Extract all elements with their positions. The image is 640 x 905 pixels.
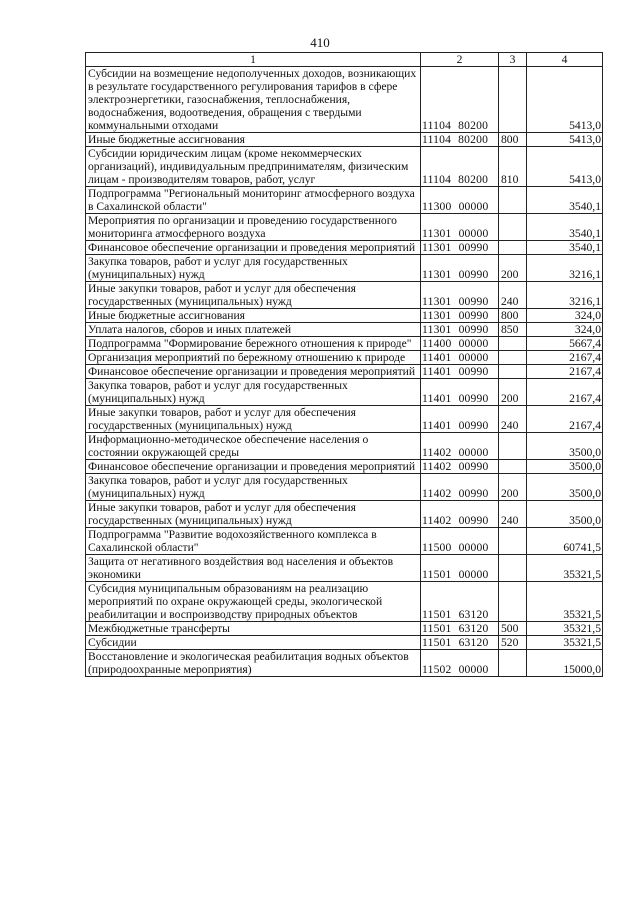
row-expense-type	[499, 582, 527, 622]
row-expense-type: 500	[499, 622, 527, 636]
row-code-program: 11104	[422, 173, 452, 186]
row-code-program: 11301	[422, 323, 452, 336]
table-row	[86, 379, 603, 406]
row-code-program: 11402	[422, 460, 452, 473]
row-amount: 3216,1	[527, 282, 603, 309]
row-amount: 3500,0	[527, 474, 603, 501]
row-code-program: 11301	[422, 227, 452, 240]
table-row	[86, 337, 603, 351]
row-code-direction: 00000	[458, 351, 489, 364]
table-row	[86, 309, 603, 323]
row-code-direction: 00990	[458, 460, 489, 473]
row-code	[421, 582, 499, 622]
row-name: Восстановление и экологическая реабилитация водных объектов (природоохранные мероприятия)	[86, 650, 421, 677]
row-code	[421, 636, 499, 650]
table-row	[86, 351, 603, 365]
row-expense-type	[499, 365, 527, 379]
row-name: Организация мероприятий по бережному отношению к природе	[86, 351, 421, 365]
row-amount: 35321,5	[527, 582, 603, 622]
row-code	[421, 309, 499, 323]
row-code-direction: 00000	[458, 568, 489, 581]
row-expense-type: 240	[499, 406, 527, 433]
row-expense-type	[499, 337, 527, 351]
table-row	[86, 555, 603, 582]
row-code-direction: 00000	[458, 200, 489, 213]
row-expense-type: 800	[499, 309, 527, 323]
row-name: Субсидии	[86, 636, 421, 650]
row-name: Иные бюджетные ассигнования	[86, 309, 421, 323]
row-code-direction: 00990	[458, 365, 489, 378]
row-code-direction: 00990	[458, 295, 489, 308]
row-code-program: 11402	[422, 446, 452, 459]
table-row	[86, 433, 603, 460]
table-row	[86, 636, 603, 650]
row-code-direction: 80200	[458, 119, 489, 132]
row-name: Межбюджетные трансферты	[86, 622, 421, 636]
row-amount: 3500,0	[527, 433, 603, 460]
row-name: Субсидии на возмещение недополученных доходов, возникающих в результате государственного регулирования тарифов в сфере электроэнергетики, газоснабжения, теплоснабжения, водоснабжения, водоотведения, обращения с твердыми коммунальными отходами	[86, 67, 421, 133]
header-col-1: 1	[86, 53, 421, 67]
row-amount: 5667,4	[527, 337, 603, 351]
row-code-direction: 00000	[458, 227, 489, 240]
table-row	[86, 241, 603, 255]
row-name: Финансовое обеспечение организации и проведения мероприятий	[86, 241, 421, 255]
row-amount: 2167,4	[527, 351, 603, 365]
row-expense-type	[499, 433, 527, 460]
row-code	[421, 501, 499, 528]
row-code-program: 11502	[422, 663, 452, 676]
row-amount: 2167,4	[527, 379, 603, 406]
row-name: Субсидии юридическим лицам (кроме некоммерческих организаций), индивидуальным предпринимателям, физическим лицам - производителям товаров, работ, услуг	[86, 147, 421, 187]
row-expense-type: 200	[499, 379, 527, 406]
row-code-direction: 00990	[458, 514, 489, 527]
row-code	[421, 337, 499, 351]
table-row	[86, 187, 603, 214]
row-amount: 2167,4	[527, 406, 603, 433]
row-code-direction: 00990	[458, 241, 489, 254]
row-expense-type	[499, 528, 527, 555]
row-code-program: 11402	[422, 514, 452, 527]
row-code	[421, 187, 499, 214]
row-expense-type: 200	[499, 474, 527, 501]
row-amount: 2167,4	[527, 365, 603, 379]
row-name: Подпрограмма "Формирование бережного отношения к природе"	[86, 337, 421, 351]
row-amount: 60741,5	[527, 528, 603, 555]
row-code-direction: 00990	[458, 309, 489, 322]
row-amount: 5413,0	[527, 147, 603, 187]
row-code-program: 11402	[422, 487, 452, 500]
table-row	[86, 501, 603, 528]
row-code	[421, 282, 499, 309]
row-name: Мероприятия по организации и проведению государственного мониторинга атмосферного воздуха	[86, 214, 421, 241]
row-code	[421, 365, 499, 379]
row-expense-type	[499, 650, 527, 677]
row-code-direction: 00000	[458, 663, 489, 676]
row-code	[421, 379, 499, 406]
row-amount: 5413,0	[527, 67, 603, 133]
row-code-direction: 00990	[458, 268, 489, 281]
row-code	[421, 406, 499, 433]
row-code-program: 11401	[422, 351, 452, 364]
row-code	[421, 351, 499, 365]
row-code-program: 11501	[422, 622, 452, 635]
row-name: Иные закупки товаров, работ и услуг для обеспечения государственных (муниципальных) нужд	[86, 406, 421, 433]
table-row	[86, 67, 603, 133]
row-name: Информационно-методическое обеспечение населения о состоянии окружающей среды	[86, 433, 421, 460]
row-name: Иные закупки товаров, работ и услуг для обеспечения государственных (муниципальных) нужд	[86, 282, 421, 309]
row-amount: 35321,5	[527, 622, 603, 636]
row-code	[421, 323, 499, 337]
row-name: Финансовое обеспечение организации и проведения мероприятий	[86, 365, 421, 379]
row-code-program: 11301	[422, 309, 452, 322]
row-amount: 3216,1	[527, 255, 603, 282]
row-name: Уплата налогов, сборов и иных платежей	[86, 323, 421, 337]
row-expense-type: 240	[499, 501, 527, 528]
row-code	[421, 460, 499, 474]
row-amount: 35321,5	[527, 636, 603, 650]
row-code-program: 11301	[422, 295, 452, 308]
table-body	[86, 67, 603, 677]
table-row	[86, 650, 603, 677]
row-code	[421, 147, 499, 187]
row-expense-type: 520	[499, 636, 527, 650]
page-number: 410	[310, 35, 330, 50]
table-row	[86, 323, 603, 337]
table-row	[86, 133, 603, 147]
row-name: Закупка товаров, работ и услуг для государственных (муниципальных) нужд	[86, 474, 421, 501]
table-row	[86, 460, 603, 474]
row-expense-type	[499, 555, 527, 582]
row-name: Закупка товаров, работ и услуг для государственных (муниципальных) нужд	[86, 255, 421, 282]
table-row	[86, 528, 603, 555]
row-code-direction: 00990	[458, 419, 489, 432]
row-code	[421, 433, 499, 460]
row-code-direction: 63120	[458, 622, 489, 635]
row-code	[421, 67, 499, 133]
header-col-4: 4	[527, 53, 603, 67]
row-name: Подпрограмма "Региональный мониторинг атмосферного воздуха в Сахалинской области"	[86, 187, 421, 214]
row-name: Иные закупки товаров, работ и услуг для обеспечения государственных (муниципальных) нужд	[86, 501, 421, 528]
row-code	[421, 241, 499, 255]
row-amount: 5413,0	[527, 133, 603, 147]
row-code-program: 11401	[422, 392, 452, 405]
row-expense-type: 850	[499, 323, 527, 337]
row-name: Финансовое обеспечение организации и проведения мероприятий	[86, 460, 421, 474]
header-col-2: 2	[421, 53, 499, 67]
row-amount: 15000,0	[527, 650, 603, 677]
row-code-direction: 80200	[458, 133, 489, 146]
row-amount: 3500,0	[527, 501, 603, 528]
row-expense-type: 810	[499, 147, 527, 187]
table-row	[86, 406, 603, 433]
row-amount: 324,0	[527, 309, 603, 323]
row-code-program: 11501	[422, 568, 452, 581]
row-code-program: 11301	[422, 268, 452, 281]
row-code-program: 11501	[422, 608, 452, 621]
row-code-direction: 00000	[458, 337, 489, 350]
budget-table	[85, 52, 603, 677]
table-row	[86, 474, 603, 501]
row-code-program: 11501	[422, 636, 452, 649]
row-code-program: 11500	[422, 541, 452, 554]
row-expense-type: 800	[499, 133, 527, 147]
row-code-program: 11301	[422, 241, 452, 254]
row-amount: 35321,5	[527, 555, 603, 582]
row-code	[421, 555, 499, 582]
table-row	[86, 365, 603, 379]
row-expense-type	[499, 241, 527, 255]
table-header-row	[86, 53, 603, 67]
row-code-direction: 63120	[458, 608, 489, 621]
table-row	[86, 582, 603, 622]
row-code-direction: 63120	[458, 636, 489, 649]
row-code	[421, 255, 499, 282]
table-row	[86, 622, 603, 636]
row-code	[421, 650, 499, 677]
row-code-program: 11104	[422, 119, 452, 132]
row-expense-type	[499, 214, 527, 241]
table-row	[86, 214, 603, 241]
row-name: Защита от негативного воздействия вод населения и объектов экономики	[86, 555, 421, 582]
row-code-direction: 00000	[458, 541, 489, 554]
row-code-program: 11401	[422, 365, 452, 378]
row-expense-type	[499, 187, 527, 214]
row-expense-type: 240	[499, 282, 527, 309]
row-code-direction: 00990	[458, 487, 489, 500]
row-expense-type	[499, 351, 527, 365]
row-name: Субсидия муниципальным образованиям на реализацию мероприятий по охране окружающей среды, экологической реабилитации и воспроизводству природных объектов	[86, 582, 421, 622]
row-code-direction: 00990	[458, 323, 489, 336]
row-amount: 3540,1	[527, 214, 603, 241]
row-name: Закупка товаров, работ и услуг для государственных (муниципальных) нужд	[86, 379, 421, 406]
row-amount: 3500,0	[527, 460, 603, 474]
row-code-program: 11401	[422, 419, 452, 432]
row-code	[421, 622, 499, 636]
table-row	[86, 282, 603, 309]
table-row	[86, 255, 603, 282]
row-expense-type	[499, 460, 527, 474]
row-code-program: 11400	[422, 337, 452, 350]
row-amount: 324,0	[527, 323, 603, 337]
row-code	[421, 528, 499, 555]
row-name: Подпрограмма "Развитие водохозяйственного комплекса в Сахалинской области"	[86, 528, 421, 555]
header-col-3: 3	[499, 53, 527, 67]
row-expense-type: 200	[499, 255, 527, 282]
row-expense-type	[499, 67, 527, 133]
row-code-program: 11104	[422, 133, 452, 146]
row-amount: 3540,1	[527, 241, 603, 255]
row-code-program: 11300	[422, 200, 452, 213]
row-code	[421, 474, 499, 501]
row-code-direction: 00990	[458, 392, 489, 405]
row-amount: 3540,1	[527, 187, 603, 214]
row-name: Иные бюджетные ассигнования	[86, 133, 421, 147]
row-code	[421, 133, 499, 147]
table-row	[86, 147, 603, 187]
row-code-direction: 00000	[458, 446, 489, 459]
row-code	[421, 214, 499, 241]
row-code-direction: 80200	[458, 173, 489, 186]
